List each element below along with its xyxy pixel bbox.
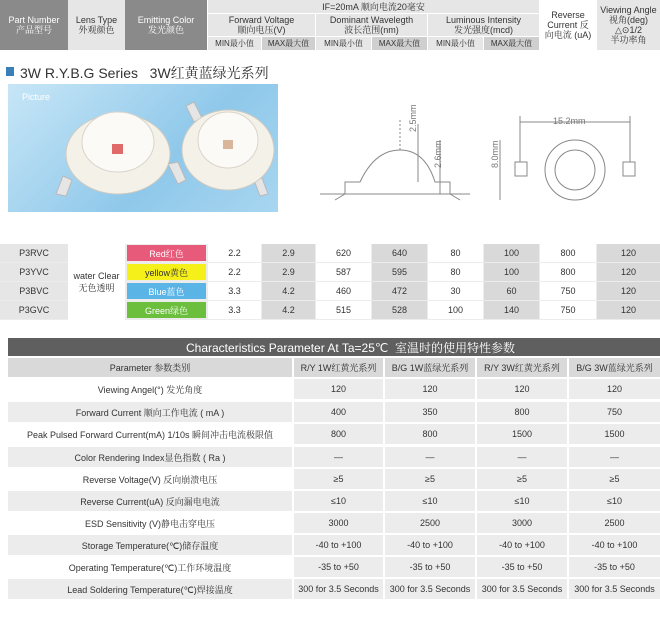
vf-min-cell: 2.2 <box>208 244 261 262</box>
parameter-label: Color Rendering Index显色指数 ( Ra ) <box>8 447 292 467</box>
dominant-wavelength-header <box>316 14 427 36</box>
parameter-value: 350 <box>385 402 475 422</box>
iv-min-cell: 100 <box>428 301 483 319</box>
parameter-value: — <box>294 447 383 467</box>
dim-h2: 2.6mm <box>433 140 443 168</box>
parameter-label: ESD Sensitivity (V)静电击穿电压 <box>8 513 292 533</box>
reverse-current-header: Reverse Current 反向电流 (uA) <box>540 0 596 50</box>
parameter-value: 400 <box>294 402 383 422</box>
column-header: R/Y 1W红黄光系列 <box>294 358 383 377</box>
header-text: 波长范围(nm) <box>344 25 399 35</box>
vf-max-cell: 4.2 <box>262 282 315 300</box>
parameter-value: -35 to +50 <box>569 557 660 577</box>
parameter-value: 1500 <box>477 424 567 444</box>
iv-max-cell: 100 <box>484 263 539 281</box>
iv-min-header: MIN最小值 <box>428 37 483 50</box>
parameter-label: Reverse Current(uA) 反向漏电电流 <box>8 491 292 511</box>
viewing-angle-cell: 120 <box>597 282 660 300</box>
emitting-color-header <box>125 0 207 50</box>
parameter-value: -35 to +50 <box>385 557 475 577</box>
led-photo-illustration <box>8 84 278 212</box>
emitting-color-cell: Blue蓝色 <box>127 283 206 299</box>
parameter-value: 800 <box>477 402 567 422</box>
vf-min-cell: 2.2 <box>208 263 261 281</box>
iv-min-cell: 80 <box>428 263 483 281</box>
parameter-value: -35 to +50 <box>294 557 383 577</box>
lens-type-cell <box>68 244 125 320</box>
reverse-current-cell: 800 <box>540 263 596 281</box>
header-text: Lens Type <box>75 15 118 25</box>
parameter-label: Operating Temperature(℃)工作环境温度 <box>8 557 292 577</box>
part-number-cell: P3RVC <box>0 244 68 262</box>
condition-header: IF=20mA 顺向电流20毫安 <box>208 0 539 13</box>
parameter-value: ≥5 <box>385 469 475 489</box>
parameter-value: -35 to +50 <box>477 557 567 577</box>
parameter-value: 750 <box>569 402 660 422</box>
wl-max-cell: 528 <box>372 301 427 319</box>
iv-max-cell: 60 <box>484 282 539 300</box>
series-title-marker <box>6 67 14 76</box>
parameter-value: 120 <box>385 379 475 399</box>
emitting-color-cell: Red红色 <box>127 245 206 261</box>
column-header: B/G 3W蓝绿光系列 <box>569 358 660 377</box>
series-title: 3W R.Y.B.G Series 3W红黄蓝绿光系列 <box>20 65 269 81</box>
parameter-value: ≤10 <box>569 491 660 511</box>
parameter-label: Storage Temperature(℃)储存温度 <box>8 535 292 555</box>
lens-type-value-cn: 无色透明 <box>78 282 115 293</box>
header-text: Luminous Intensity <box>445 15 522 25</box>
parameter-value: 1500 <box>569 424 660 444</box>
vf-max-cell: 2.9 <box>262 244 315 262</box>
parameter-value: 3000 <box>477 513 567 533</box>
parameter-value: — <box>477 447 567 467</box>
wl-min-header: MIN最小值 <box>316 37 371 50</box>
parameter-value: 120 <box>477 379 567 399</box>
viewing-angle-cell: 120 <box>597 301 660 319</box>
reverse-current-cell: 750 <box>540 282 596 300</box>
parameter-value: 300 for 3.5 Seconds <box>385 579 475 599</box>
parameter-value: ≥5 <box>477 469 567 489</box>
column-header: B/G 1W蓝绿光系列 <box>385 358 475 377</box>
parameter-value: 300 for 3.5 Seconds <box>294 579 383 599</box>
header-text: Emitting Color <box>137 15 195 25</box>
header-text: △⊙1/2 <box>615 25 642 35</box>
dimension-drawing <box>300 100 660 220</box>
iv-max-header: MAX最大值 <box>484 37 539 50</box>
product-photo <box>8 84 278 212</box>
characteristics-title: Characteristics Parameter At Ta=25℃ 室温时的使用特性参数 <box>8 338 660 356</box>
vf-min-header: MIN最小值 <box>208 37 261 50</box>
vf-min-cell: 3.3 <box>208 282 261 300</box>
parameter-value: ≤10 <box>385 491 475 511</box>
wl-min-cell: 460 <box>316 282 371 300</box>
wl-max-cell: 472 <box>372 282 427 300</box>
header-text: 产品型号 <box>15 25 52 35</box>
lens-type-header <box>68 0 125 50</box>
dim-width: 15.2mm <box>553 116 586 126</box>
reverse-current-cell: 800 <box>540 244 596 262</box>
emitting-color-cell: yellow黄色 <box>127 264 206 280</box>
wl-max-cell: 595 <box>372 263 427 281</box>
header-text: Part Number <box>8 15 60 25</box>
dim-h3: 8.0mm <box>490 140 500 168</box>
vf-max-header: MAX最大值 <box>262 37 315 50</box>
reverse-current-cell: 750 <box>540 301 596 319</box>
header-text: Forward Voltage <box>228 15 295 25</box>
parameter-value: 800 <box>294 424 383 444</box>
iv-max-cell: 140 <box>484 301 539 319</box>
header-text: 外观颜色 <box>78 25 115 35</box>
part-number-cell: P3YVC <box>0 263 68 281</box>
parameter-label: Forward Current 顺向工作电流 ( mA ) <box>8 402 292 422</box>
iv-min-cell: 80 <box>428 244 483 262</box>
parameter-label: Viewing Angel(°) 发光角度 <box>8 379 292 399</box>
dim-h1: 2.5mm <box>408 104 418 132</box>
parameter-value: — <box>569 447 660 467</box>
parameter-label: Peak Pulsed Forward Current(mA) 1/10s 瞬间冲击电流极限值 <box>8 424 292 444</box>
parameter-value: 3000 <box>294 513 383 533</box>
viewing-angle-cell: 120 <box>597 263 660 281</box>
header-text: 半功率角 <box>610 35 647 45</box>
vf-max-cell: 4.2 <box>262 301 315 319</box>
parameter-value: ≤10 <box>477 491 567 511</box>
parameter-label: Lead Soldering Temperature(℃)焊接温度 <box>8 579 292 599</box>
param-header: Parameter 参数类别 <box>8 358 292 377</box>
photo-label: Picture <box>22 92 51 102</box>
iv-min-cell: 30 <box>428 282 483 300</box>
parameter-value: 300 for 3.5 Seconds <box>477 579 567 599</box>
parameter-value: -40 to +100 <box>385 535 475 555</box>
forward-voltage-header <box>208 14 315 36</box>
iv-max-cell: 100 <box>484 244 539 262</box>
wl-max-cell: 640 <box>372 244 427 262</box>
luminous-intensity-header <box>428 14 539 36</box>
emitting-color-cell: Green绿色 <box>127 302 206 318</box>
part-number-header <box>0 0 68 50</box>
wl-max-header: MAX最大值 <box>372 37 427 50</box>
column-header: R/Y 3W红黄光系列 <box>477 358 567 377</box>
vf-min-cell: 3.3 <box>208 301 261 319</box>
header-text: Viewing Angle <box>600 5 657 15</box>
parameter-value: ≥5 <box>294 469 383 489</box>
header-text: Dominant Wavelegth <box>329 15 414 25</box>
parameter-value: 2500 <box>569 513 660 533</box>
parameter-value: ≤10 <box>294 491 383 511</box>
parameter-value: 120 <box>294 379 383 399</box>
parameter-value: -40 to +100 <box>569 535 660 555</box>
header-text: 顺向电压(V) <box>237 25 286 35</box>
wl-min-cell: 515 <box>316 301 371 319</box>
parameter-value: 2500 <box>385 513 475 533</box>
parameter-value: -40 to +100 <box>294 535 383 555</box>
header-text: 发光颜色 <box>147 25 184 35</box>
viewing-angle-cell: 120 <box>597 244 660 262</box>
header-text: 视角(deg) <box>608 15 648 25</box>
part-number-cell: P3GVC <box>0 301 68 319</box>
lens-type-value: water Clear <box>73 270 120 281</box>
header-text: 发光强度(mcd) <box>454 25 513 35</box>
parameter-value: 120 <box>569 379 660 399</box>
wl-min-cell: 620 <box>316 244 371 262</box>
parameter-value: ≥5 <box>569 469 660 489</box>
wl-min-cell: 587 <box>316 263 371 281</box>
parameter-value: 300 for 3.5 Seconds <box>569 579 660 599</box>
parameter-value: 800 <box>385 424 475 444</box>
vf-max-cell: 2.9 <box>262 263 315 281</box>
parameter-value: — <box>385 447 475 467</box>
part-number-cell: P3BVC <box>0 282 68 300</box>
parameter-label: Reverse Voltage(V) 反向崩溃电压 <box>8 469 292 489</box>
parameter-value: -40 to +100 <box>477 535 567 555</box>
viewing-angle-header <box>597 0 660 50</box>
